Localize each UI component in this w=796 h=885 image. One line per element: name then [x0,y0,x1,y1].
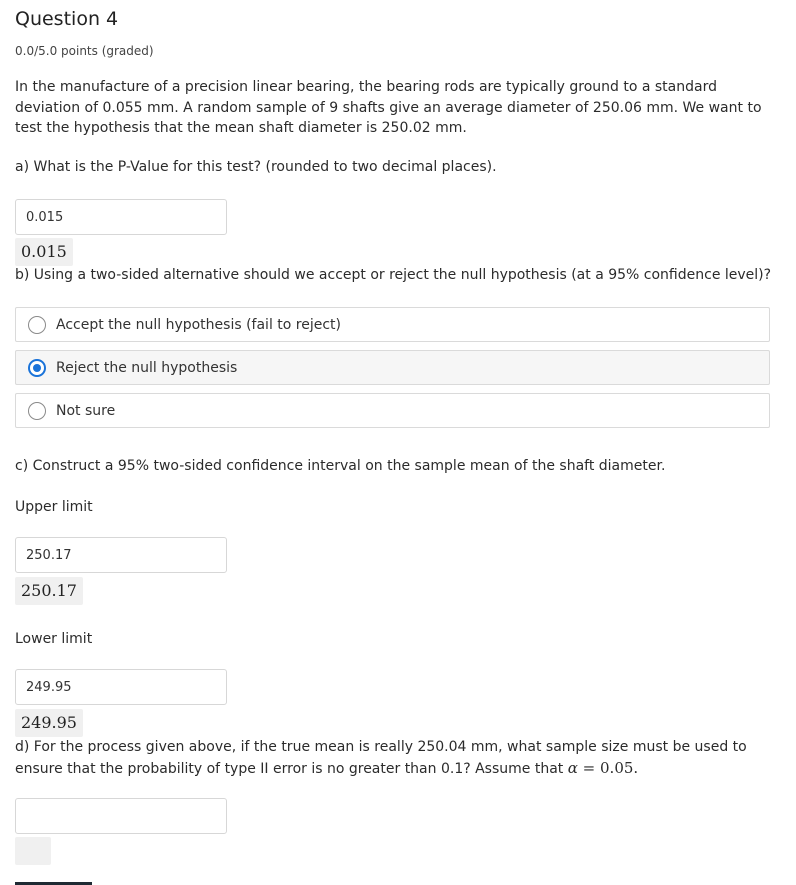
option-label: Not sure [56,402,116,419]
radio-checked-icon[interactable] [28,359,46,377]
question-intro: In the manufacture of a precision linear bearing, the bearing rods are typically ground to a standard deviation of 0.055 mm. A random sample of 9 shafts give an average diameter of 250.06 mm. We want to test the hypothesis that the mean shaft diameter is 250.02 mm. [15,79,762,136]
option-not-sure[interactable] [15,393,770,428]
part-b-prompt: b) Using a two-sided alternative should we accept or reject the null hypothesis (at a 95% confidence level)? [15,267,772,283]
lower-limit-math-preview: 249.95 [15,709,83,737]
part-d-prompt-text: d) For the process given above, if the true mean is really 250.04 mm, what sample size must be used to ensure that the probability of type II error is no greater than 0.1? Assume that [15,739,747,777]
lower-limit-label: Lower limit [15,631,93,647]
upper-limit-input[interactable] [15,537,227,573]
part-a-math-preview: 0.015 [15,238,73,266]
part-a-prompt: a) What is the P-Value for this test? (rounded to two decimal places). [15,159,497,175]
part-c-prompt: c) Construct a 95% two-sided confidence interval on the sample mean of the shaft diameter. [15,458,666,474]
part-a-answer-input[interactable] [15,199,227,235]
alpha-symbol: α [567,758,578,777]
option-label: Reject the null hypothesis [56,359,238,376]
alpha-period: . [633,758,639,777]
points-status: 0.0/5.0 points (graded) [15,44,154,58]
part-d-math-preview [15,837,51,865]
option-label: Accept the null hypothesis (fail to reject) [56,316,341,333]
option-accept-null[interactable] [15,307,770,342]
alpha-equals: = [582,758,596,777]
upper-limit-math-preview: 250.17 [15,577,83,605]
lower-limit-input[interactable] [15,669,227,705]
part-d-prompt [15,737,775,779]
alpha-equation [568,759,638,777]
part-d-answer-input[interactable] [15,798,227,834]
option-reject-null[interactable] [15,350,770,385]
upper-limit-label: Upper limit [15,499,93,515]
radio-unchecked-icon[interactable] [28,316,46,334]
question-title: Question 4 [15,8,119,30]
alpha-value: 0.05 [600,758,634,777]
radio-unchecked-icon[interactable] [28,402,46,420]
